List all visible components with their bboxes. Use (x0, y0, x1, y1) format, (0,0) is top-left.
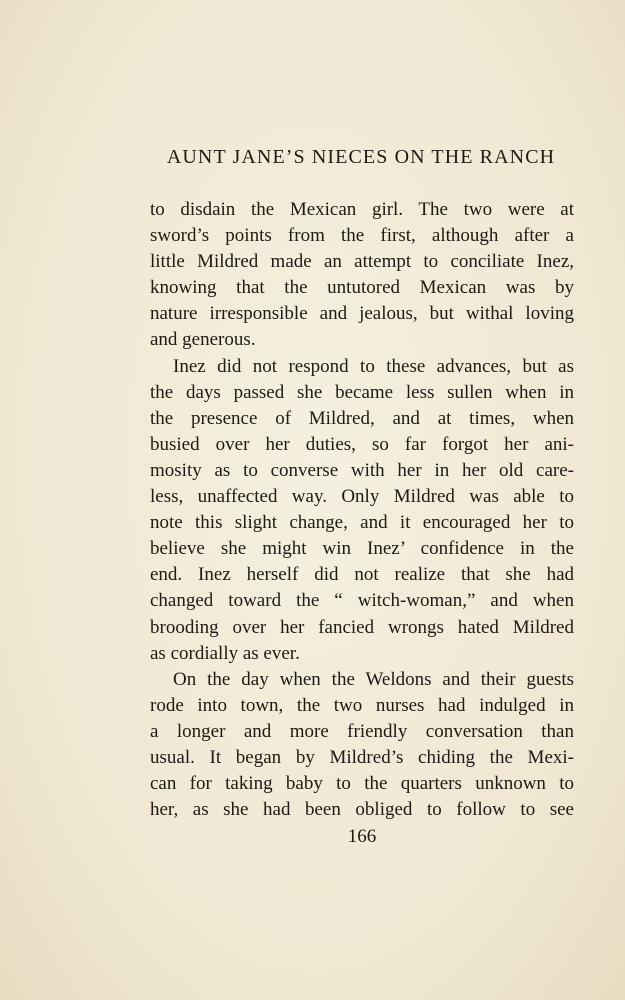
text-line: On the day when the Weldons and their guests (173, 668, 574, 690)
text-line: sword’s points from the first, although after a (150, 225, 574, 247)
text-line: little Mildred made an attempt to conciliate Inez, (150, 251, 574, 273)
text-line: usual. It began by Mildred’s chiding the Mexi- (150, 746, 574, 768)
running-head: AUNT JANE’S NIECES ON THE RANCH (166, 146, 556, 168)
text-line: a longer and more friendly conversation than (150, 720, 574, 742)
text-line: as cordially as ever. (150, 642, 300, 664)
text-line: to disdain the Mexican girl. The two were at (150, 199, 574, 220)
text-line: less, unaffected way. Only Mildred was able to (150, 486, 574, 508)
text-line: rode into town, the two nurses had indulged in (150, 694, 574, 716)
text-line: the days passed she became less sullen when in (150, 381, 574, 403)
text-line: nature irresponsible and jealous, but withal loving (150, 303, 574, 325)
text-line: Inez did not respond to these advances, but as (173, 355, 574, 377)
body-text (150, 197, 574, 823)
text-line: believe she might win Inez’ confidence in the (150, 538, 574, 560)
text-line: brooding over her fancied wrongs hated Mildred (150, 616, 574, 638)
text-line: note this slight change, and it encouraged her to (150, 512, 574, 534)
text-line: can for taking baby to the quarters unknown to (150, 773, 574, 795)
text-line: and generous. (150, 329, 256, 351)
text-line: knowing that the untutored Mexican was by (150, 277, 574, 299)
text-line: mosity as to converse with her in her old care- (150, 459, 574, 481)
text-line: end. Inez herself did not realize that she had (150, 564, 574, 586)
page-number: 166 (347, 826, 377, 847)
text-line: changed toward the “ witch-woman,” and when (150, 590, 574, 612)
text-line: her, as she had been obliged to follow to see (150, 799, 574, 821)
text-line: the presence of Mildred, and at times, when (150, 407, 574, 429)
text-line: busied over her duties, so far forgot her ani- (150, 433, 574, 455)
